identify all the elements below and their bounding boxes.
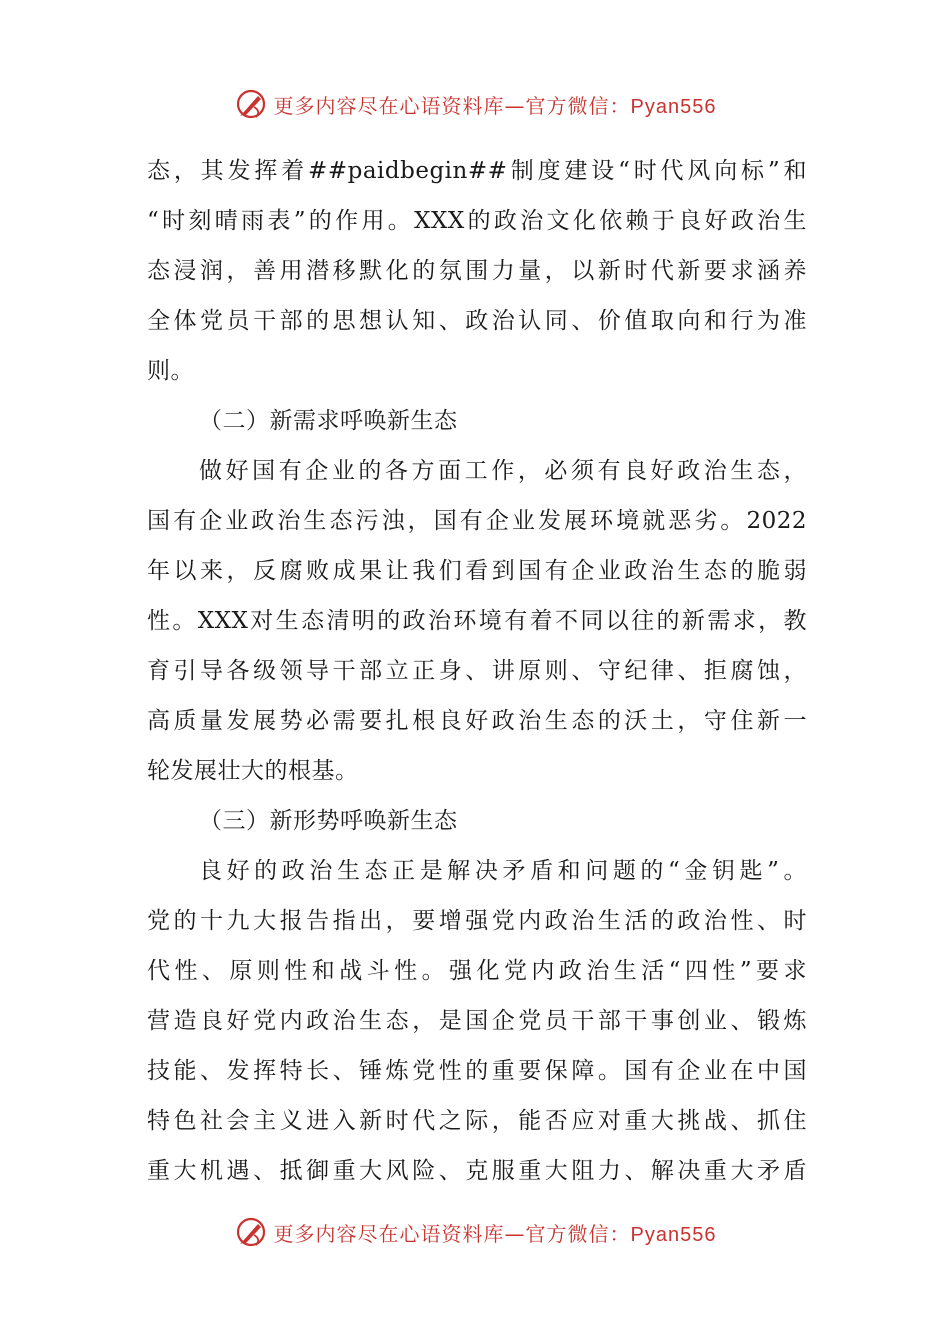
text-line: 国有企业政治生态污浊，国有企业发展环境就恶劣。2022 <box>147 508 807 534</box>
text-line: 态浸润，善用潜移默化的氛围力量，以新时代新要求涵养 <box>147 258 807 284</box>
watermark-text: 更多内容尽在心语资料库—官方微信：Pyan556 <box>273 1221 717 1246</box>
text-line: 党的十九大报告指出，要增强党内政治生活的政治性、时 <box>147 908 807 934</box>
watermark-header <box>0 84 950 124</box>
document-body <box>147 146 807 1196</box>
text-line: 全体党员干部的思想认知、政治认同、价值取向和行为准 <box>147 308 807 334</box>
text-line: 营造良好党内政治生态，是国企党员干部干事创业、锻炼 <box>147 1008 807 1034</box>
text-line: 性。XXX对生态清明的政治环境有着不同以往的新需求，教 <box>147 608 807 634</box>
text-line: “时刻晴雨表”的作用。XXX的政治文化依赖于良好政治生 <box>147 208 807 234</box>
text-line: 良好的政治生态正是解决矛盾和问题的“金钥匙”。 <box>199 858 807 884</box>
text-line: 高质量发展势必需要扎根良好政治生态的沃土，守住新一 <box>147 708 807 734</box>
text-line: 代性、原则性和战斗性。强化党内政治生活“四性”要求 <box>147 958 807 984</box>
pen-logo-icon <box>234 1215 268 1249</box>
text-line: 则。 <box>147 358 194 384</box>
text-line: 重大机遇、抵御重大风险、克服重大阻力、解决重大矛盾 <box>147 1158 807 1184</box>
watermark-footer <box>0 1212 950 1252</box>
text-line: 特色社会主义进入新时代之际，能否应对重大挑战、抓住 <box>147 1108 807 1134</box>
text-line: 轮发展壮大的根基。 <box>147 758 359 784</box>
text-line: 年以来，反腐败成果让我们看到国有企业政治生态的脆弱 <box>147 558 807 584</box>
section-heading-3: （三）新形势呼唤新生态 <box>199 808 458 834</box>
pen-logo-icon <box>234 87 268 121</box>
text-line: 做好国有企业的各方面工作，必须有良好政治生态， <box>199 458 807 484</box>
text-line: 育引导各级领导干部立正身、讲原则、守纪律、拒腐蚀， <box>147 658 807 684</box>
section-heading-2: （二）新需求呼唤新生态 <box>199 408 458 434</box>
text-line: 态，其发挥着##paidbegin##制度建设“时代风向标”和 <box>147 158 807 184</box>
text-line: 技能、发挥特长、锤炼党性的重要保障。国有企业在中国 <box>147 1058 807 1084</box>
watermark-text: 更多内容尽在心语资料库—官方微信：Pyan556 <box>273 93 717 118</box>
